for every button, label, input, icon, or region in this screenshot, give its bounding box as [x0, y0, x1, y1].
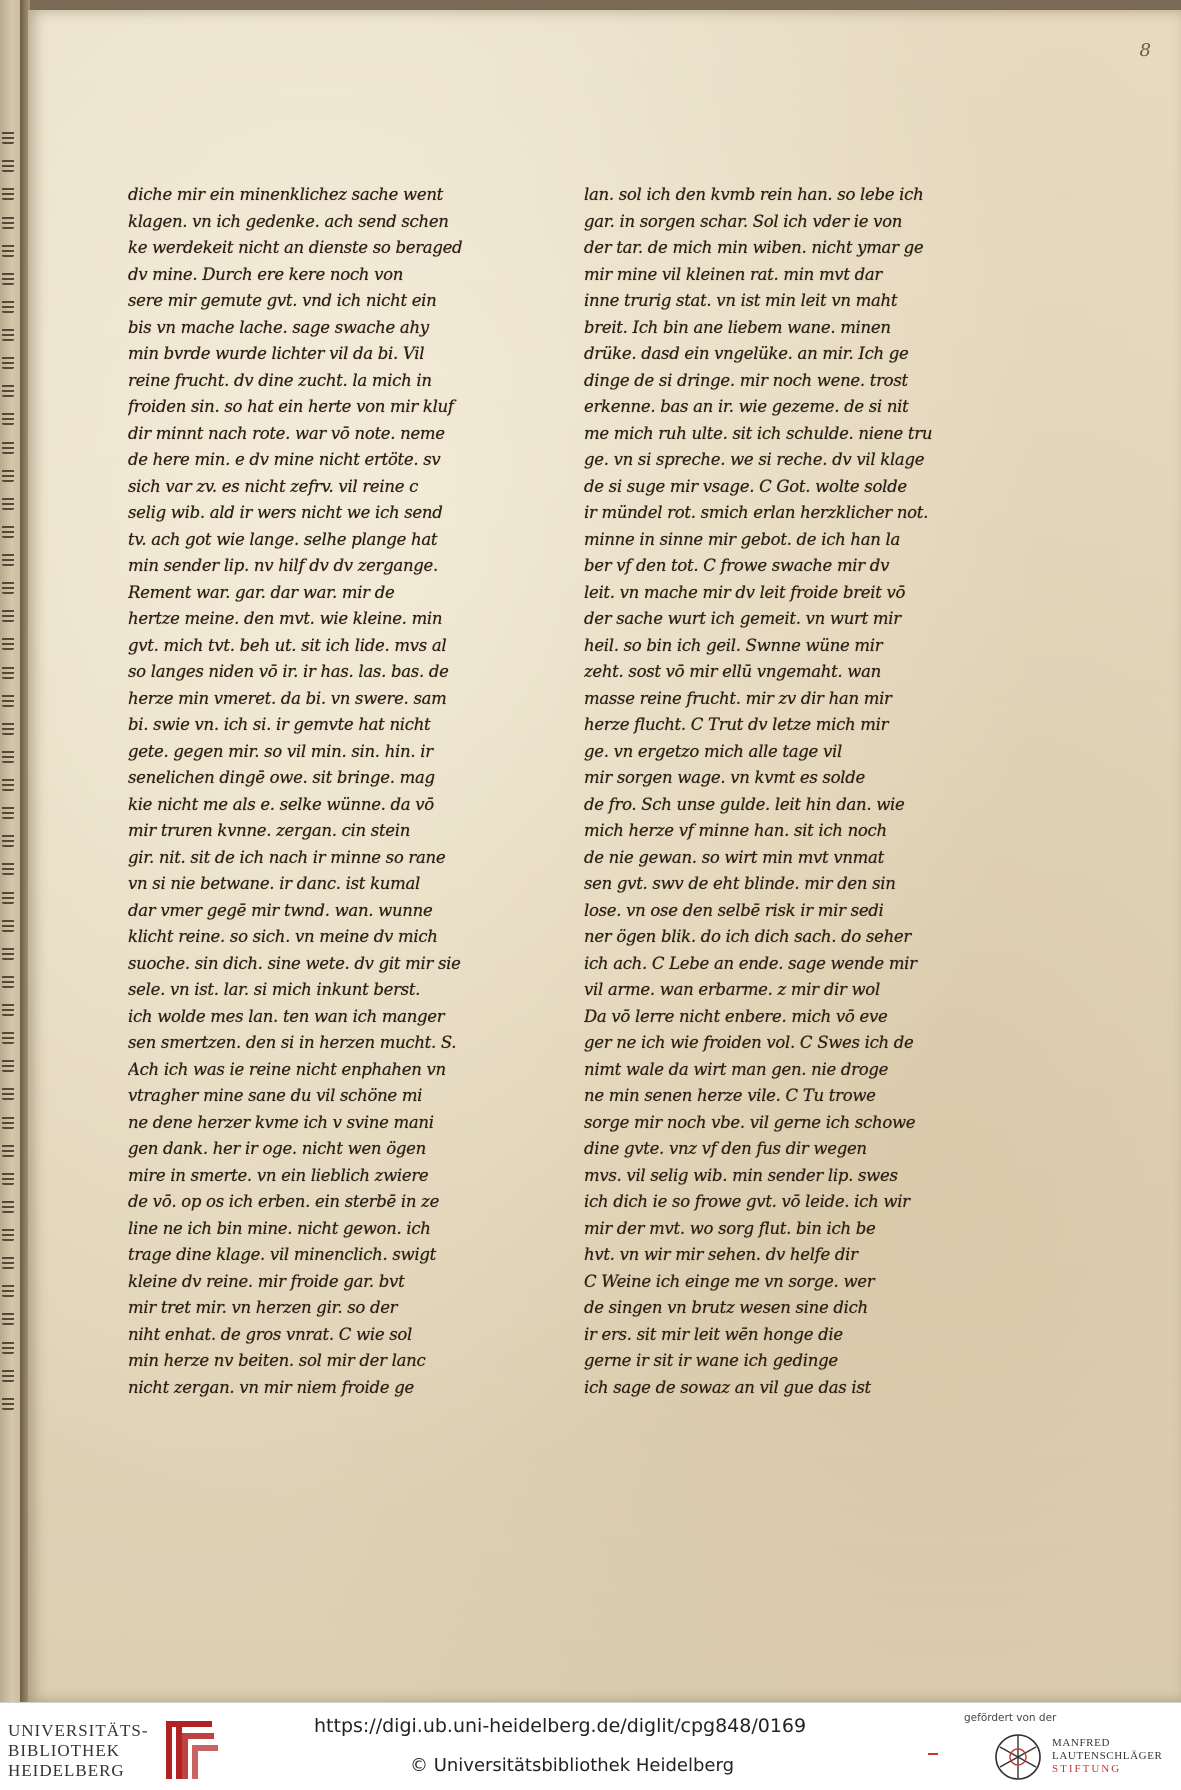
manuscript-line: Da vō lerre nicht enbere. mich vō eve [584, 1006, 888, 1026]
manuscript-line: mir truren kvnne. zergan. cin stein [128, 821, 411, 840]
manuscript-line: de si suge mir vsage. C Got. wolte solde [584, 476, 907, 496]
manuscript-line: sich var zv. es nicht zefrv. vil reine c [128, 476, 419, 496]
manuscript-line: mvs. vil selig wib. min sender lip. swes [584, 1165, 898, 1185]
previous-page-ink-fragment [2, 327, 14, 341]
manuscript-line: breit. Ich bin ane liebem wane. minen [584, 317, 891, 337]
previous-page-ink-fragment [2, 214, 14, 228]
parchment-page [28, 10, 1181, 1702]
manuscript-line: ir mündel rot. smich erlan herzklicher not. [584, 503, 929, 522]
manuscript-line: lose. vn ose den selbē risk ir mir sedi [584, 900, 884, 920]
manuscript-line: Ach ich was ie reine nicht enphahen vn [128, 1059, 446, 1079]
previous-page-ink-fragment [2, 1199, 14, 1213]
manuscript-line: mire in smerte. vn ein lieblich zwiere [128, 1165, 429, 1185]
logo-line: BIBLIOTHEK [8, 1741, 120, 1760]
manuscript-line: diche mir ein minenklichez sache went [128, 185, 443, 204]
manuscript-line: ner ögen blik. do ich dich sach. do seher [584, 927, 911, 946]
previous-page-ink-fragment [2, 1058, 14, 1072]
folio-number: 8 [1139, 40, 1151, 61]
previous-page-ink-fragment [2, 1283, 14, 1297]
previous-page-ink-fragment [2, 608, 14, 622]
manuscript-line: zeht. sost vō mir ellū vngemaht. wan [584, 662, 881, 681]
previous-page-ink-fragment [2, 496, 14, 510]
manuscript-line: ich sage de sowaz an vil gue das ist [584, 1377, 871, 1397]
previous-page-ink-fragment [2, 1086, 14, 1100]
manuscript-line: trage dine klage. vil minenclich. swigt [128, 1245, 436, 1264]
manuscript-line: de vō. op os ich erben. ein sterbē in ze [128, 1192, 440, 1211]
sponsor-accent-dash [928, 1753, 938, 1755]
manuscript-line: sen smertzen. den si in herzen mucht. S. [128, 1033, 457, 1052]
manuscript-line: sele. vn ist. lar. si mich inkunt berst. [128, 980, 421, 999]
copyright-notice: © Universitätsbibliothek Heidelberg [410, 1755, 735, 1776]
previous-page-ink-fragment [2, 439, 14, 453]
previous-page-ink-fragment [2, 946, 14, 960]
manuscript-line: hertze meine. den mvt. wie kleine. min [128, 609, 443, 628]
manuscript-line: herze min vmeret. da bi. vn swere. sam [128, 688, 447, 708]
sponsor-line: STIFTUNG [1052, 1763, 1122, 1775]
previous-page-ink-fragment [2, 524, 14, 538]
previous-page-ink-fragment [2, 1311, 14, 1325]
manuscript-line: tv. ach got wie lange. selhe plange hat [128, 529, 438, 549]
manuscript-line: froiden sin. so hat ein herte von mir kluf [128, 397, 454, 416]
manuscript-line: ke werdekeit nicht an dienste so beraged [128, 238, 463, 257]
manuscript-line: de nie gewan. so wirt min mvt vnmat [584, 847, 884, 867]
previous-page-ink-fragment [2, 918, 14, 932]
manuscript-line: me mich ruh ulte. sit ich schulde. niene tru [584, 423, 933, 443]
manuscript-line: ir ers. sit mir leit wēn honge die [584, 1324, 843, 1344]
manuscript-line: minne in sinne mir gebot. de ich han la [584, 529, 901, 549]
previous-page-ink-fragment [2, 889, 14, 903]
previous-page-ink-fragment [2, 805, 14, 819]
manuscript-line: bis vn mache lache. sage swache ahy [128, 317, 429, 337]
logo-line: HEIDELBERG [8, 1761, 125, 1780]
previous-page-ink-fragment [2, 411, 14, 425]
manuscript-line: vn si nie betwane. ir danc. ist kumal [128, 874, 420, 893]
sponsor-line: LAUTENSCHLÄGER [1052, 1750, 1163, 1762]
manuscript-line: mir tret mir. vn herzen gir. so der [128, 1298, 398, 1317]
manuscript-line: niht enhat. de gros vnrat. C wie sol [128, 1324, 413, 1344]
manuscript-line: C Weine ich einge me vn sorge. wer [584, 1271, 875, 1291]
manuscript-line: gir. nit. sit de ich nach ir minne so rane [128, 847, 446, 867]
manuscript-line: de fro. Sch unse gulde. leit hin dan. wie [584, 794, 905, 814]
manuscript-line: dar vmer gegē mir twnd. wan. wunne [128, 900, 433, 920]
previous-page-ink-fragment [2, 1171, 14, 1185]
left-text-column [128, 182, 538, 1401]
manuscript-line: vtragher mine sane du vil schöne mi [128, 1086, 423, 1105]
sponsor-label: gefördert von der [964, 1712, 1057, 1724]
right-text-column [584, 182, 1004, 1401]
manuscript-line: gar. in sorgen schar. Sol ich vder ie von [584, 211, 903, 231]
manuscript-line: sere mir gemute gvt. vnd ich nicht ein [128, 291, 437, 310]
previous-page-ink-fragment [2, 1002, 14, 1016]
manuscript-line: de here min. e dv mine nicht ertöte. sv [128, 450, 441, 469]
previous-page-ink-fragment [2, 749, 14, 763]
manuscript-line: ge. vn si spreche. we si reche. dv vil klage [584, 450, 925, 469]
previous-page-ink-fragment [2, 355, 14, 369]
previous-page-ink-fragment [2, 1255, 14, 1269]
manuscript-line: selig wib. ald ir wers nicht we ich send [128, 503, 443, 522]
manuscript-line: erkenne. bas an ir. wie gezeme. de si nit [584, 397, 909, 416]
previous-page-ink-fragment [2, 664, 14, 678]
manuscript-line: heil. so bin ich geil. Swnne wüne mir [584, 635, 883, 655]
manuscript-line: kie nicht me als e. selke wünne. da vō [128, 794, 434, 814]
manuscript-line: leit. vn mache mir dv leit froide breit vō [584, 582, 906, 602]
sponsor-line: MANFRED [1052, 1737, 1110, 1749]
library-logo-text[interactable] [8, 1721, 149, 1781]
manuscript-line: ger ne ich wie froiden vol. C Swes ich de [584, 1033, 914, 1052]
previous-page-ink-fragment [2, 580, 14, 594]
logo-line: UNIVERSITÄTS- [8, 1721, 149, 1740]
previous-page-text-fragments [2, 130, 16, 1410]
manuscript-line: mir der mvt. wo sorg flut. bin ich be [584, 1218, 876, 1238]
manuscript-line: gen dank. her ir oge. nicht wen ögen [128, 1139, 426, 1158]
previous-page-ink-fragment [2, 299, 14, 313]
previous-page-ink-fragment [2, 186, 14, 200]
previous-page-ink-fragment [2, 1030, 14, 1044]
manuscript-line: nimt wale da wirt man gen. nie droge [584, 1059, 889, 1079]
manuscript-line: inne trurig stat. vn ist min leit vn maht [584, 291, 898, 310]
previous-page-ink-fragment [2, 861, 14, 875]
manuscript-line: min herze nv beiten. sol mir der lanc [128, 1351, 426, 1370]
manuscript-line: mir sorgen wage. vn kvmt es solde [584, 768, 865, 787]
manuscript-line: dine gvte. vnz vf den fus dir wegen [584, 1139, 867, 1158]
previous-page-ink-fragment [2, 693, 14, 707]
previous-page-ink-fragment [2, 777, 14, 791]
manuscript-line: nicht zergan. vn mir niem froide ge [128, 1377, 414, 1397]
previous-page-ink-fragment [2, 1114, 14, 1128]
previous-page-ink-fragment [2, 1368, 14, 1382]
previous-page-ink-fragment [2, 636, 14, 650]
manuscript-line: ge. vn ergetzo mich alle tage vil [584, 741, 842, 761]
manuscript-line: masse reine frucht. mir zv dir han mir [584, 688, 892, 708]
manuscript-line: suoche. sin dich. sine wete. dv git mir sie [128, 953, 461, 973]
previous-page-ink-fragment [2, 468, 14, 482]
previous-page-ink-fragment [2, 1143, 14, 1157]
manuscript-line: gvt. mich tvt. beh ut. sit ich lide. mvs al [128, 635, 447, 655]
manuscript-line: dir minnt nach rote. war vō note. neme [128, 423, 445, 443]
manuscript-line: line ne ich bin mine. nicht gewon. ich [128, 1218, 431, 1238]
previous-page-ink-fragment [2, 271, 14, 285]
manuscript-line: mich herze vf minne han. sit ich noch [584, 821, 887, 840]
manuscript-line: kleine dv reine. mir froide gar. bvt [128, 1271, 405, 1291]
manuscript-line: sorge mir noch vbe. vil gerne ich schowe [584, 1112, 916, 1132]
manuscript-line: sen gvt. swv de eht blinde. mir den sin [584, 874, 896, 893]
manuscript-line: senelichen dingē owe. sit bringe. mag [128, 768, 435, 787]
manuscript-line: der tar. de mich min wiben. nicht ymar ge [584, 238, 924, 257]
manuscript-line: ber vf den tot. C frowe swache mir dv [584, 556, 890, 575]
manuscript-line: gerne ir sit ir wane ich gedinge [584, 1351, 838, 1370]
permalink-url[interactable]: https://digi.ub.uni-heidelberg.de/diglit/cpg848/0169 [314, 1715, 807, 1737]
previous-page-ink-fragment [2, 383, 14, 397]
sponsor-name[interactable] [1052, 1737, 1162, 1776]
previous-page-ink-fragment [2, 721, 14, 735]
manuscript-line: hvt. vn wir mir sehen. dv helfe dir [584, 1245, 858, 1264]
manuscript-line: ich wolde mes lan. ten wan ich manger [128, 1006, 445, 1026]
previous-page-ink-fragment [2, 1339, 14, 1353]
previous-page-ink-fragment [2, 833, 14, 847]
manuscript-line: gete. gegen mir. so vil min. sin. hin. ir [128, 741, 433, 761]
manuscript-line: herze flucht. C Trut dv letze mich mir [584, 715, 889, 734]
previous-page-ink-fragment [2, 552, 14, 566]
library-logo-icon[interactable] [152, 1715, 224, 1785]
manuscript-line: dinge de si dringe. mir noch wene. trost [584, 370, 908, 390]
manuscript-line: min bvrde wurde lichter vil da bi. Vil [128, 344, 425, 363]
manuscript-line: lan. sol ich den kvmb rein han. so lebe ich [584, 185, 924, 204]
manuscript-line: klicht reine. so sich. vn meine dv mich [128, 927, 438, 946]
previous-page-ink-fragment [2, 158, 14, 172]
manuscript-line: vil arme. wan erbarme. z mir dir wol [584, 980, 880, 999]
manuscript-line: ich dich ie so frowe gvt. vō leide. ich wir [584, 1192, 910, 1211]
sponsor-logo-icon[interactable] [992, 1729, 1044, 1785]
manuscript-line: Rement war. gar. dar war. mir de [128, 582, 395, 602]
manuscript-line: bi. swie vn. ich si. ir gemvte hat nicht [128, 715, 431, 734]
manuscript-line: ne dene herzer kvme ich v svine mani [128, 1112, 434, 1132]
previous-page-ink-fragment [2, 130, 14, 144]
manuscript-line: der sache wurt ich gemeit. vn wurt mir [584, 609, 901, 628]
manuscript-line: klagen. vn ich gedenke. ach send schen [128, 211, 449, 231]
manuscript-line: de singen vn brutz wesen sine dich [584, 1298, 868, 1317]
manuscript-line: so langes niden vō ir. ir has. las. bas. de [128, 662, 449, 681]
previous-page-edge [0, 0, 20, 1702]
manuscript-line: dv mine. Durch ere kere noch von [128, 264, 404, 284]
previous-page-ink-fragment [2, 243, 14, 257]
manuscript-line: min sender lip. nv hilf dv dv zergange. [128, 556, 438, 575]
manuscript-line: mir mine vil kleinen rat. min mvt dar [584, 264, 882, 284]
manuscript-line: ne min senen herze vile. C Tu trowe [584, 1086, 876, 1105]
previous-page-ink-fragment [2, 1396, 14, 1410]
manuscript-line: reine frucht. dv dine zucht. la mich in [128, 370, 432, 390]
manuscript-line: ich ach. C Lebe an ende. sage wende mir [584, 953, 917, 973]
previous-page-ink-fragment [2, 1227, 14, 1241]
previous-page-ink-fragment [2, 974, 14, 988]
viewer-footer [0, 1702, 1181, 1790]
manuscript-line: drüke. dasd ein vngelüke. an mir. Ich ge [584, 344, 909, 363]
